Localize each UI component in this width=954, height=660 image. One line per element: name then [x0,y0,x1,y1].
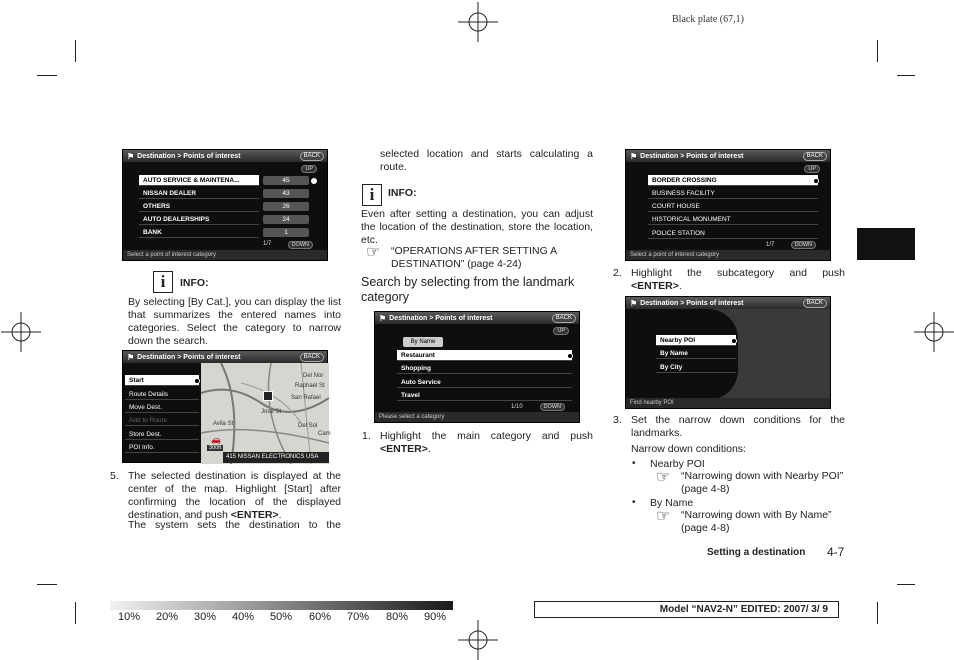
selection-dot-icon [813,178,819,184]
option-nearby-poi[interactable]: Nearby POI [656,335,736,346]
menu-item-move-dest[interactable]: Move Dest. [125,402,199,413]
crop-mark [897,584,915,585]
step-end: . [278,509,282,521]
crop-mark [37,584,57,585]
map-footer: 415 NISSAN ELECTRONICS USA [223,452,329,463]
bullet-icon: • [632,458,636,469]
bullet-nearby-poi: Nearby POI [650,458,705,470]
step-number: 3. [613,414,622,426]
subcategory-item[interactable]: BUSINESS FACILITY [648,188,818,199]
screen-title-bar [123,351,327,363]
screen-footer: Please select a category [375,412,579,422]
item-count: 43 [263,189,309,198]
option-by-name[interactable]: By Name [656,348,736,359]
step-5-continued: The system sets the destination to the [128,519,341,531]
menu-item-start[interactable]: Start [125,375,199,386]
map-label: Del Nor [303,373,324,379]
car-icon: 🚗 [211,435,221,444]
map-label: Raphael St [295,383,325,389]
menu-item-store-dest[interactable]: Store Dest. [125,429,199,440]
subcategory-item[interactable]: COURT HOUSE [648,201,818,212]
map-label: Cam [318,431,331,437]
crop-mark [37,75,57,76]
selection-dot-icon [731,338,737,344]
back-button[interactable]: BACK [300,152,324,161]
page-number: 4-7 [827,545,845,559]
info-label: INFO: [388,187,417,199]
reference-icon: ☞ [656,469,671,486]
bullet-icon: • [632,497,636,508]
step-end: . [678,280,682,292]
map-label: Del Sol [298,423,318,429]
item-count: 1 [263,228,309,237]
enter-key: <ENTER> [380,443,428,455]
screen-title-bar [626,150,830,162]
registration-mark-bottom [458,620,498,660]
selection-dot-icon [567,353,573,359]
poi-category-screen [122,149,328,261]
screen-title: Destination > Points of interest [137,152,241,160]
subcategory-item[interactable]: HISTORICAL MONUMENT [648,214,818,225]
destination-icon: ⚑ [127,352,135,362]
selection-dot-icon [311,178,317,184]
item-count: 24 [263,215,309,224]
step-text: Highlight the main category and push [380,430,593,442]
menu-item-route-details[interactable]: Route Details [125,389,199,400]
step-text: Highlight the subcategory and push [631,267,845,279]
category-item-shopping[interactable]: Shopping [397,363,572,374]
screen-title: Destination > Points of interest [137,353,241,361]
crop-mark [897,75,915,76]
section-subheading: Search by selecting from the landmark category [361,275,575,304]
menu-item-poi-info[interactable]: POI Info. [125,442,199,453]
screen-title-bar [375,312,579,324]
step-1-text [380,430,593,456]
destination-icon: ⚑ [127,151,135,161]
down-button[interactable]: DOWN [288,241,313,249]
back-button[interactable]: BACK [300,353,324,362]
step-5-text [128,470,341,522]
subcategory-item[interactable]: POLICE STATION [648,228,818,239]
landmark-category-screen [374,311,580,423]
step-2-text [631,267,845,293]
destination-icon: ⚑ [379,313,387,323]
screen-title-bar [626,297,830,309]
reference-icon: ☞ [366,244,381,261]
percent-label: 80% [386,611,409,623]
narrow-label: Narrow down conditions: [631,443,746,455]
reference-icon: ☞ [656,508,671,525]
enter-key: <ENTER> [230,509,279,521]
page-indicator: 1/10 [511,404,523,410]
screen-footer: Find nearby POI [626,398,830,408]
destination-icon: ⚑ [630,298,638,308]
map-label: Avila St [213,421,234,427]
step-number: 2. [613,267,622,279]
bullet-by-name: By Name [650,497,694,509]
percent-label: 90% [424,611,447,623]
percent-label: 10% [118,611,141,623]
info-text: Even after setting a destination, you can adjust the location of the destination, store the location, etc. [361,208,593,246]
grayscale-bar [110,601,453,610]
down-button[interactable]: DOWN [540,403,565,411]
step-3-text: Set the narrow down conditions for the landmarks. [631,414,845,439]
info-text: By selecting [By Cat.], you can display the list that summarizes the entered names into categories. Select the category to narrow down the search. [128,296,341,347]
percent-label: 50% [270,611,293,623]
down-button[interactable]: DOWN [791,241,816,249]
crop-mark [877,40,878,62]
list-item[interactable]: BANK [139,227,259,238]
list-item[interactable]: AUTO DEALERSHIPS [139,214,259,225]
reference-text: “OPERATIONS AFTER SETTING A DESTINATION” (page 4-24) [391,245,557,270]
category-item-travel[interactable]: Travel [397,390,572,401]
screen-title: Destination > Points of interest [640,152,744,160]
by-name-button[interactable]: By Name [403,337,443,347]
screen-footer: Select a point of interest category [123,250,327,260]
selection-dot-icon [194,378,200,384]
percent-label: 40% [232,611,255,623]
map-label: Jose St [261,409,282,415]
map-confirm-screen [122,350,331,463]
back-button[interactable]: BACK [803,299,827,308]
category-item-auto-service[interactable]: Auto Service [397,377,572,388]
chapter-tab [857,228,915,260]
subcategory-item[interactable]: BORDER CROSSING [648,175,818,186]
crop-mark [75,602,76,624]
enter-key: <ENTER> [631,280,679,292]
screen-title: Destination > Points of interest [640,299,744,307]
percent-label: 60% [309,611,332,623]
destination-icon: ⚑ [630,151,638,161]
screen-title-bar [123,150,327,162]
back-button[interactable]: BACK [552,314,576,323]
reference-nearby-poi: “Narrowing down with Nearby POI” (page 4-8) [681,470,844,495]
destination-pin-icon [263,391,273,401]
back-button[interactable]: BACK [803,152,827,161]
step-end: . [427,443,431,455]
page-indicator: 1/7 [263,241,272,247]
percent-label: 20% [156,611,179,623]
category-item-restaurant[interactable]: Restaurant [397,350,572,361]
menu-item-add-to-route: Add to Route [125,415,199,426]
continued-text: selected location and starts calculating a route. [380,148,593,173]
reference-by-name: “Narrowing down with By Name” (page 4-8) [681,509,832,534]
up-button[interactable]: UP [804,165,820,173]
registration-mark-right [914,312,954,352]
up-button[interactable]: UP [553,327,569,335]
section-title: Setting a destination [707,547,806,558]
info-label: INFO: [180,277,209,289]
model-edition-box: Model “NAV2-N” EDITED: 2007/ 3/ 9 [534,601,839,618]
narrow-down-screen [625,296,831,409]
step-number: 5. [110,470,119,482]
page-indicator: 1/7 [766,242,775,248]
option-by-city[interactable]: By City [656,362,736,373]
item-count: 26 [263,202,309,211]
scale-indicator: 300ft [209,445,222,451]
screen-footer: Select a point of interest category [626,250,830,260]
list-item[interactable]: AUTO SERVICE & MAINTENA... [139,175,259,186]
screen-title: Destination > Points of interest [389,314,493,322]
step-number: 1. [362,430,371,442]
percent-label: 30% [194,611,217,623]
step-text: The selected destination is displayed at the center of the map. Highlight [Start] after confirming the location of the displayed destination, and push [128,470,341,521]
plate-label: Black plate (67,1) [672,14,744,25]
subcategory-screen [625,149,831,261]
info-icon: i [362,184,382,206]
list-item[interactable]: OTHERS [139,201,259,212]
percent-label: 70% [347,611,370,623]
map-label: San Rafael [291,395,321,401]
crop-mark [75,40,76,62]
up-button[interactable]: UP [301,165,317,173]
list-item[interactable]: NISSAN DEALER [139,188,259,199]
registration-mark-top [458,2,498,42]
info-icon: i [153,271,173,293]
item-count: 45 [263,176,309,185]
crop-mark [877,602,878,624]
registration-mark-left [1,312,41,352]
